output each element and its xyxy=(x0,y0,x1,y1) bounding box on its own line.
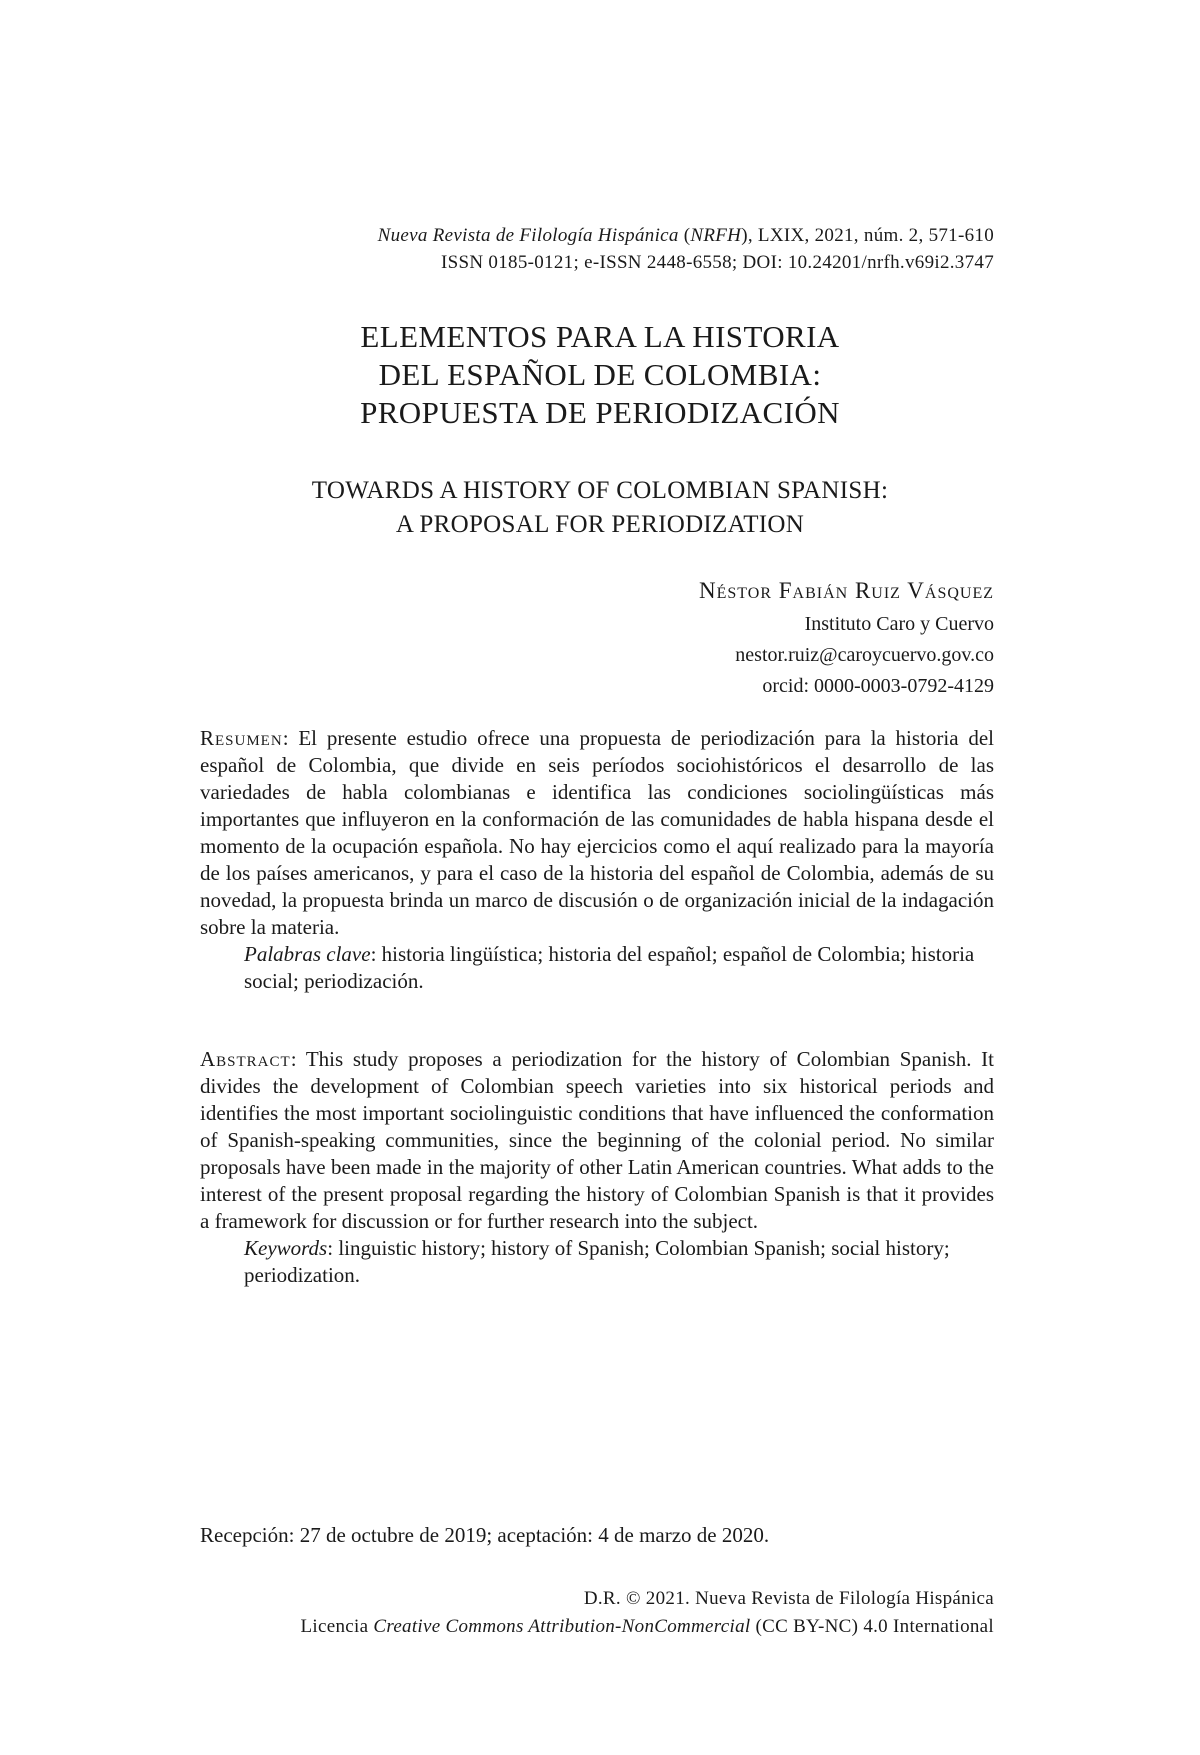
keywords-es-text: historia lingüística; historia del español; español de Colombia; historia social; periodización. xyxy=(244,942,975,993)
abstract-en-label: Abstract xyxy=(200,1047,291,1071)
license-suffix: (CC BY-NC) 4.0 International xyxy=(750,1616,994,1637)
keywords-es xyxy=(244,941,994,995)
abstract-es-text: El presente estudio ofrece una propuesta de periodización para la historia del español de Colombia, que divide en seis períodos sociohistóricos el desarrollo de las variedades de habla colombianas e identifica las condiciones sociolingüísticas más importantes que influyeron en la conformación de las comunidades de habla hispana desde el momento de la ocupación española. No hay ejercicios como el aquí realizado para la mayoría de los países americanos, y para el caso de la historia del español de Colombia, además de su novedad, la propuesta brinda un marco de discusión o de organización inicial de la indagación sobre la materia. xyxy=(200,726,995,939)
journal-header xyxy=(378,222,994,276)
title-spanish xyxy=(200,318,1000,432)
author-block xyxy=(699,573,994,702)
title-en-line: A PROPOSAL FOR PERIODIZATION xyxy=(395,511,805,538)
author-email[interactable]: nestor.ruiz@caroycuervo.gov.co xyxy=(735,644,994,666)
copyright-line: D.R. © 2021. Nueva Revista de Filología Hispánica xyxy=(583,1588,994,1609)
journal-abbrev: NRFH xyxy=(690,225,742,246)
abstract-en-text: This study proposes a periodization for the history of Colombian Spanish. It divides the development of Colombian speech varieties into six historical periods and identifies the most important sociolinguistic conditions that have influenced the conformation of Spanish-speaking communities, since the beginning of the colonial period. No similar proposals have been made in the majority of other Latin American countries. What adds to the interest of the present proposal regarding the history of Colombian Spanish is that it provides a framework for discussion or for further research into the subject. xyxy=(200,1047,994,1233)
keywords-es-label: Palabras clave xyxy=(244,942,371,966)
volume-info: ), LXIX, 2021, núm. 2, 571-610 xyxy=(741,225,994,246)
title-es-line: ELEMENTOS PARA LA HISTORIA xyxy=(360,319,840,354)
abstract-en-body xyxy=(200,1046,994,1235)
citation-line xyxy=(378,222,994,249)
label-colon: : xyxy=(290,1047,306,1071)
license-cc-name: Creative Commons Attribution-NonCommercial xyxy=(373,1616,751,1637)
title-es-line: PROPUESTA DE PERIODIZACIÓN xyxy=(360,395,840,430)
keywords-en-text: linguistic history; history of Spanish; Colombian Spanish; social history; periodization. xyxy=(244,1236,950,1287)
title-english xyxy=(200,474,1000,542)
license-prefix: Licencia xyxy=(300,1616,374,1637)
license-line xyxy=(301,1613,995,1641)
title-es-line: DEL ESPAÑOL DE COLOMBIA: xyxy=(378,357,822,392)
issn-doi-line: ISSN 0185-0121; e-ISSN 2448-6558; DOI: 10.24201/nrfh.v69i2.3747 xyxy=(441,252,994,273)
abstract-english xyxy=(200,1046,994,1289)
keywords-en xyxy=(244,1235,994,1289)
author-orcid: orcid: 0000-0003-0792-4129 xyxy=(762,675,994,697)
journal-name: Nueva Revista de Filología Hispánica xyxy=(377,225,679,246)
reception-dates: Recepción: 27 de octubre de 2019; aceptación: 4 de marzo de 2020. xyxy=(200,1523,770,1547)
abstract-spanish xyxy=(200,725,994,995)
license-block xyxy=(301,1585,995,1641)
label-colon: : xyxy=(370,942,382,966)
author-name: Néstor Fabián Ruiz Vásquez xyxy=(699,578,994,603)
paren-open: ( xyxy=(678,225,691,246)
label-colon: : xyxy=(327,1236,339,1260)
keywords-en-label: Keywords xyxy=(244,1236,328,1260)
label-colon: : xyxy=(282,726,299,750)
author-institution: Instituto Caro y Cuervo xyxy=(804,613,994,635)
abstract-es-body xyxy=(200,725,994,941)
title-en-line: TOWARDS A HISTORY OF COLOMBIAN SPANISH: xyxy=(311,477,889,504)
abstract-es-label: Resumen xyxy=(200,726,283,750)
